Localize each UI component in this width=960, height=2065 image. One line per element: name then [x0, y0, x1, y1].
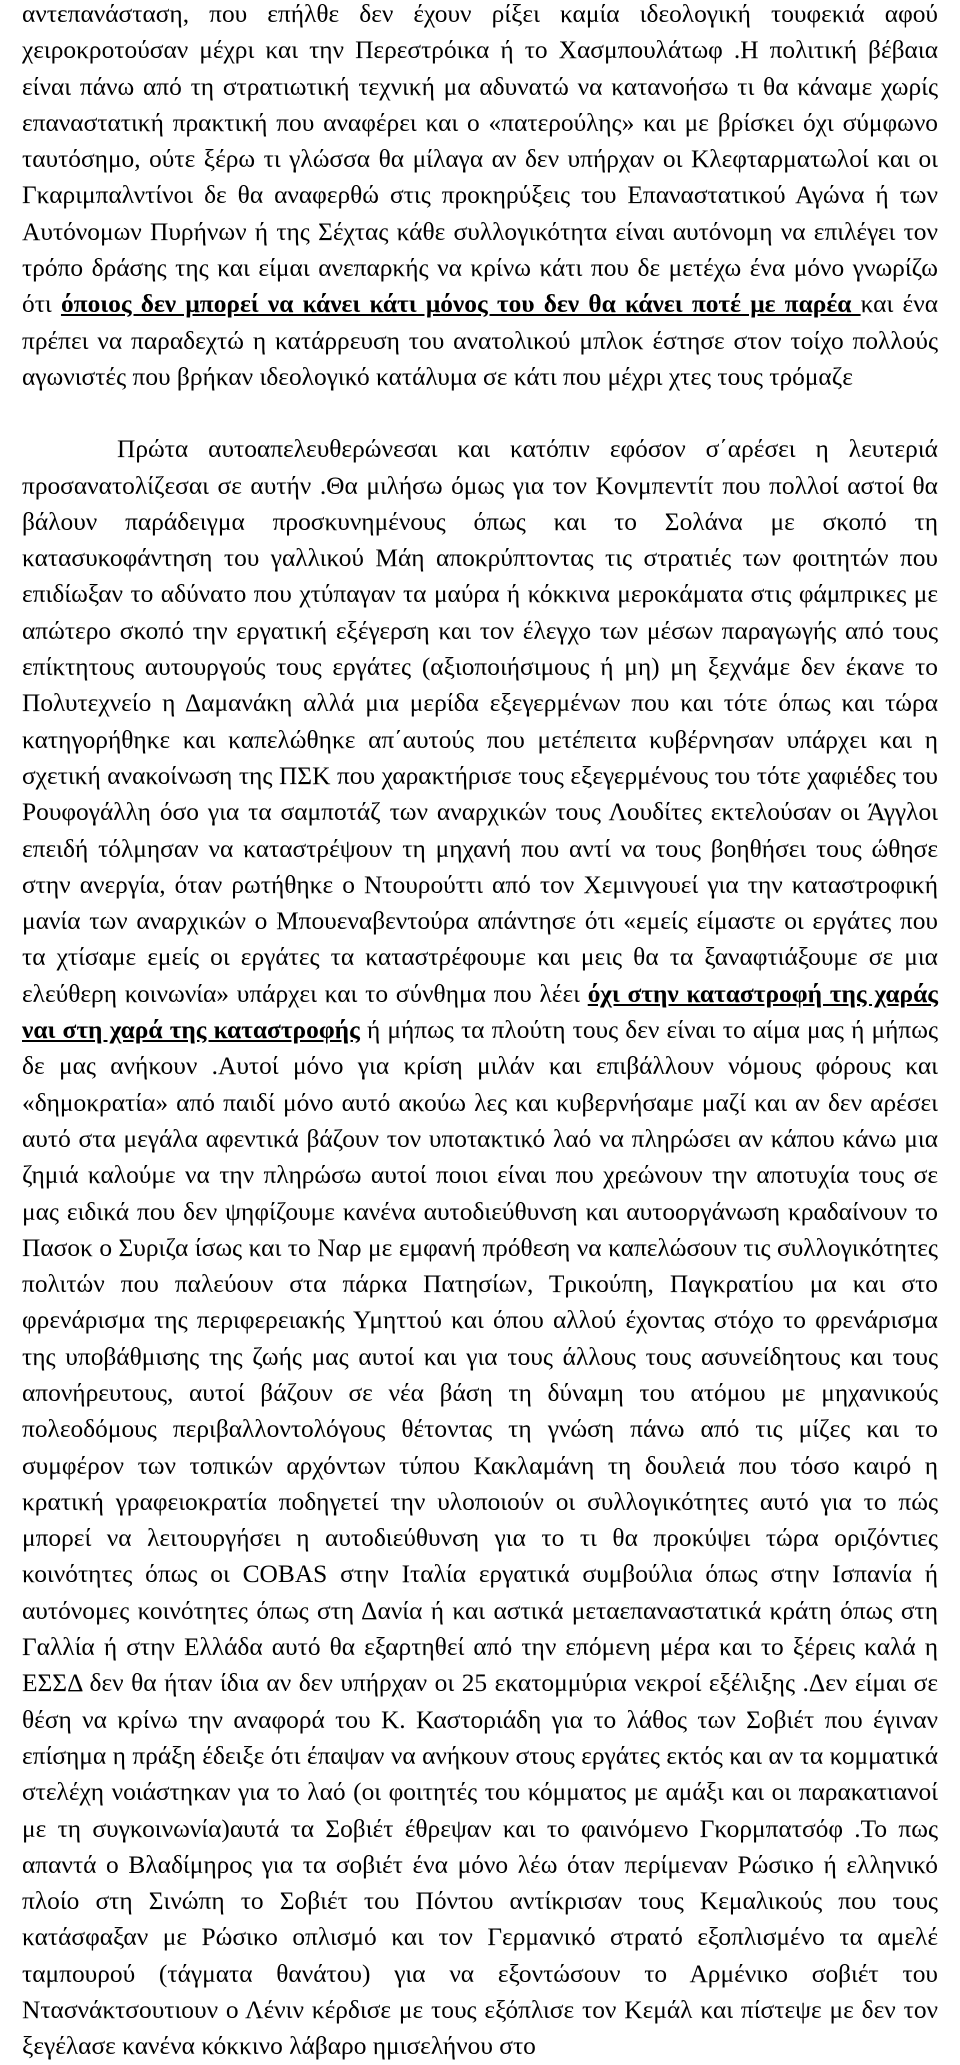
paragraph-1-text-a: αντεπανάσταση, που επήλθε δεν έχουν ρίξει καμία ιδεολογική τουφεκιά αφού χειροκροτούσαν μέχρι και την Περεστρόικα ή το Χασμπουλάτωφ .Η πολιτική βέβαια είναι πάνω από τη στρατιωτική τεχνική μα αδυνατώ να κατανοήσω τι θα κάναμε χωρίς επαναστατική πρακτική που αναφέρει και ο «πατερούλης» και με βρίσκει όχι σύμφωνο ταυτόσημο, ούτε ξέρω τι γλώσσα θα μίλαγα αν δεν υπήρχαν οι Κλεφταρματωλοί και οι Γκαριμπαλντίνοι δε θα αναφερθώ στις προκηρύξεις του Επαναστατικού Αγώνα ή των Αυτόνομων Πυρήνων ή της Σέχτας κάθε συλλογικότητα είναι αυτόνομη να επιλέγει τον τρόπο δράσης της και είμαι ανεπαρκής να κρίνω κάτι που δε μετέχω ένα μόνο γνωρίζω ότι — [22, 0, 938, 319]
paragraph-2 — [22, 431, 938, 2064]
paragraph-2-text-a: Πρώτα αυτοαπελευθερώνεσαι και κατόπιν εφόσον σ΄αρέσει η λευτεριά προσανατολίζεσαι σε αυτήν .Θα μιλήσω όμως για τον Κονμπεντίτ που πολλοί αστοί θα βάλουν παράδειγμα προσκυνημένους όπως και το Σολάνα με σκοπό τη κατασυκοφάντηση του γαλλικού Μάη αποκρύπτοντας τις στρατιές των φοιτητών που επιδίωξαν το αδύνατο που χτύπαγαν τα μαύρα ή κόκκινα μεροκάματα στις φάμπρικες με απώτερο σκοπό την εργατική εξέγερση και τον έλεγχο των μέσων παραγωγής από τους επίκτητους αυτουργούς τους εργάτες (αξιοποιήσιμους ή μη) μη ξεχνάμε δεν έκανε το Πολυτεχνείο η Δαμανάκη αλλά μια μερίδα εξεγερμένων που και τότε όπως και τώρα κατηγορήθηκε και καπελώθηκε απ΄αυτούς που μετέπειτα κυβέρνησαν υπάρχει και η σχετική ανακοίνωση της ΠΣΚ που χαρακτήρισε τους εξεγερμένους του τότε χαφιέδες του Ρουφογάλλη όσο για τα σαμποτάζ των αναρχικών τους Λουδίτες εκτελούσαν οι Άγγλοι επειδή τόλμησαν να καταστρέψουν τη μηχανή που αντί να τους βοηθήσει τους ώθησε στην ανεργία, όταν ρωτήθηκε ο Ντουρούττι από τον Χεμινγουεί για την καταστροφική μανία των αναρχικών ο Μπουεναβεντούρα απάντησε ότι «εμείς είμαστε οι εργάτες που τα χτίσαμε εμείς οι εργάτες τα καταστρέφουμε και μεις θα τα ξαναφτιάξουμε σε μια ελεύθερη κοινωνία» υπάρχει και το σύνθημα που λέει — [22, 435, 938, 1008]
paragraph-1 — [22, 0, 938, 395]
paragraph-2-emphasis: όχι στην καταστροφή της χαράς ναι στη χαρά της καταστροφής — [22, 979, 938, 1045]
paragraph-2-text-b: ή μήπως τα πλούτη τους δεν είναι το αίμα μας ή μήπως δε μας ανήκουν .Αυτοί μόνο για κρίση μιλάν και επιβάλλουν νόμους φόρους και «δημοκρατία» από παιδί μόνο αυτό ακούω λες και κυβερνήσαμε μαζί και αν δεν αρέσει αυτό στα μεγάλα αφεντικά βάζουν τον υποτακτικό λαό να πληρώσει αν κάπου κάνω μια ζημιά καλούμε να την πληρώσω αυτοί ποιοι είναι που χρεώνουν την αποτυχία τους σε μας ειδικά που δεν ψηφίζουμε κανένα αυτοδιεύθυνση και αυτοοργάνωση κραδαίνουν το Πασοκ ο Συριζα ίσως και το Ναρ με εμφανή πρόθεση να καπελώσουν τις συλλογικότητες πολιτών που παλεύουν στα πάρκα Πατησίων, Τρικούπη, Παγκρατίου μα και στο φρενάρισμα της περιφερειακής Υμηττού και όπου αλλού έχοντας στόχο το φρενάρισμα της υποβάθμισης της ζωής μας αυτοί και για τους άλλους τους ασυνείδητους και τους απονήρευτους, αυτοί βάζουν σε νέα βάση τη δύναμη του ατόμου με μηχανικούς πολεοδόμους περιβαλλοντολόγους θέτοντας τη γνώση πάνω από τις μίζες και το συμφέρον των τοπικών αρχόντων τύπου Κακλαμάνη τη δουλειά που τόσο καιρό η κρατική γραφειοκρατία ποδηγετεί την υλοποιούν οι συλλογικότητες αυτό για το πώς μπορεί να λειτουργήσει η αυτοδιεύθυνση για το τι θα προκύψει τώρα οριζόντιες κοινότητες όπως οι COBAS στην Ιταλία εργατικά συμβούλια όπως στην Ισπανία ή αυτόνομες κοινότητες όπως στη Δανία ή και αστικά μεταεπαναστατικά κράτη όπως στη Γαλλία ή στην Ελλάδα αυτό θα εξαρτηθεί από την επόμενη μέρα και το ξέρεις καλά η ΕΣΣΔ δεν θα ήταν ίδια αν δεν υπήρχαν οι 25 εκατομμύρια νεκροί εξέλιξης .Δεν είμαι σε θέση να κρίνω την αναφορά του Κ. Καστοριάδη για το λάθος των Σοβιέτ που έγιναν επίσημα η πράξη έδειξε ότι έπαψαν να ανήκουν στους εργάτες εκτός και αν τα κομματικά στελέχη νοιάστηκαν για το λαό (οι φοιτητές του κόμματος με αμάξι και οι παρακατιανοί με τη συγκοινωνία)αυτά τα Σοβιέτ έθρεψαν και το φαινόμενο Γκορμπατσόφ .Το πως απαντά ο Βλαδίμηρος για τα σοβιέτ ένα μόνο λέω όταν περίμεναν Ρώσικο ή ελληνικό πλοίο στη Σινώπη το Σοβιέτ του Πόντου αντίκρισαν τους Κεμαλικούς που τους κατάσφαξαν με Ρώσικο οπλισμό και τον Γερμανικό στρατό εξοπλισμένο τα αμελέ ταμπουρού (τάγματα θανάτου) για να εξοντώσουν το Αρμένικο σοβιέτ του Ντασνάκτσουτιουν ο Λένιν κέρδισε με τους εξόπλισε τον Κεμάλ και πίστεψε με δεν τον ξεγέλασε κανένα κόκκινο λάβαρο ημισελήνου στο — [22, 1016, 938, 2061]
paragraph-1-text-b: και ένα πρέπει να παραδεχτώ η κατάρρευση του ανατολικού μπλοκ έστησε στον τοίχο πολλούς αγωνιστές που βρήκαν ιδεολογικό κατάλυμα σε κάτι που μέχρι χτες τους τρόμαζε — [22, 290, 938, 391]
paragraph-1-emphasis: όποιος δεν μπορεί να κάνει κάτι μόνος του δεν θα κάνει ποτέ με παρέα — [60, 290, 861, 319]
